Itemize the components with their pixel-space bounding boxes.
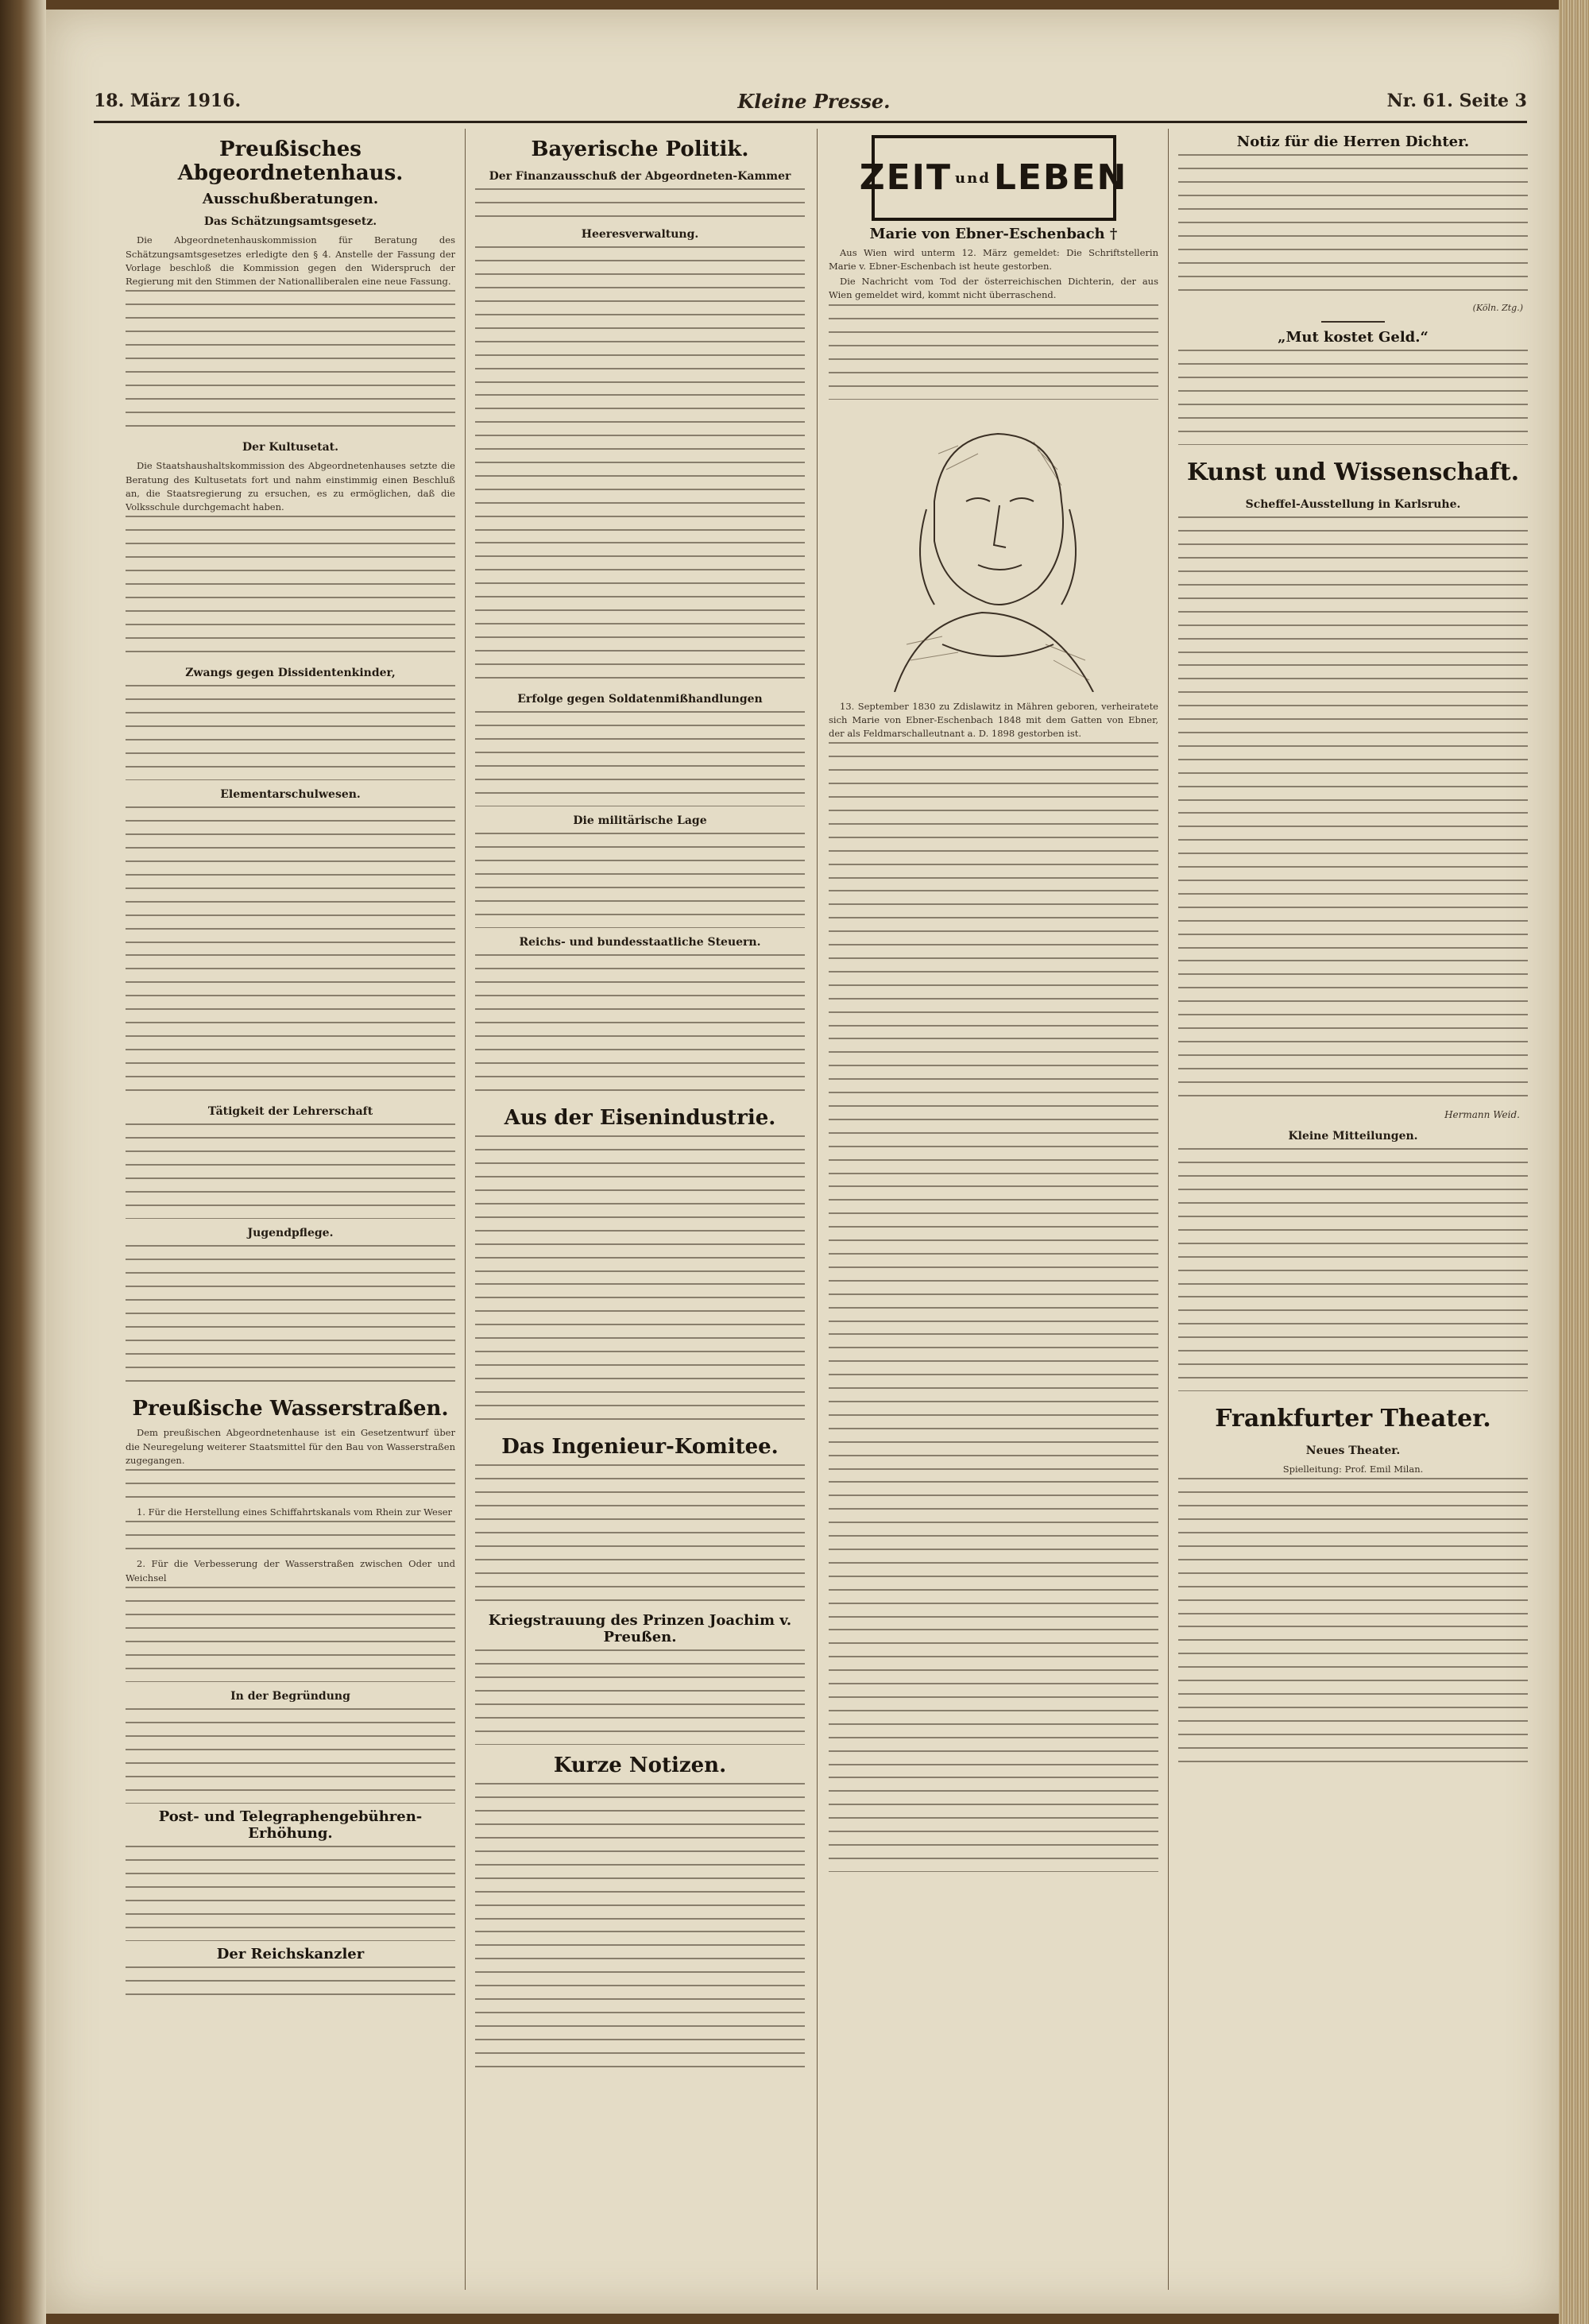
section-heading: Die militärische Lage <box>573 814 707 827</box>
section-heading: Tätigkeit der Lehrerschaft <box>207 1105 373 1119</box>
section-heading: Der Kultusetat. <box>242 441 338 454</box>
text-block <box>829 1333 1158 1476</box>
section-heading: Kleine Mitteilungen. <box>1288 1129 1418 1143</box>
text-block <box>475 246 805 389</box>
article-title: Bayerische Politik. <box>531 137 749 161</box>
article-title: Kurze Notizen. <box>553 1753 727 1777</box>
section-heading: Heeresverwaltung. <box>581 227 699 241</box>
text-block <box>475 1931 805 2074</box>
article-paragraph: Aus Wien wird unterm 12. März gemeldet: Die Schriftstellerin Marie v. Ebner-Eschenbach ist heute gestorben. <box>829 246 1158 272</box>
text-block <box>475 542 805 685</box>
article-subtitle: Scheffel-Ausstellung in Karlsruhe. <box>1245 497 1461 511</box>
text-block <box>1178 516 1528 659</box>
column-3 <box>829 129 1158 2290</box>
section-title: Kunst und Wissenschaft. <box>1186 458 1520 486</box>
page-edges <box>1559 0 1589 2324</box>
column-2 <box>475 129 805 2290</box>
text-block <box>829 1777 1158 1872</box>
book-binding <box>0 0 46 2324</box>
article-title: Preußisches Abgeordnetenhaus. <box>177 137 404 185</box>
article-title: Kriegstrauung des Prinzen Joachim v. Preußen. <box>488 1611 792 1646</box>
text-block <box>829 1629 1158 1772</box>
article-title: Notiz für die Herren Dichter. <box>1236 133 1470 150</box>
text-block <box>126 806 455 949</box>
section-heading: Reichs- und bundesstaatliche Steuern. <box>519 935 761 949</box>
text-block <box>829 1481 1158 1624</box>
column-1 <box>126 129 455 2290</box>
article-subtitle: Ausschußberatungen. <box>202 190 379 207</box>
text-block <box>475 833 805 928</box>
text-block <box>829 1185 1158 1328</box>
column-divider <box>1168 129 1169 2290</box>
text-block <box>1178 350 1528 445</box>
column-divider <box>465 129 466 2290</box>
text-block <box>1178 1478 1528 1621</box>
source-credit: (Köln. Ztg.) <box>1472 302 1523 313</box>
section-heading: In der Begründung <box>230 1689 350 1703</box>
author-signature: Hermann Weid. <box>1444 1108 1520 1120</box>
page-header <box>94 85 1527 117</box>
text-block <box>126 516 455 659</box>
text-block <box>475 1783 805 1926</box>
text-block <box>126 1587 455 1682</box>
credit-line: Spielleitung: Prof. Emil Milan. <box>1282 1463 1424 1475</box>
section-heading: Elementarschulwesen. <box>220 788 361 802</box>
column-4 <box>1178 129 1528 2290</box>
article-subtitle: Neues Theater. <box>1305 1444 1401 1457</box>
article-title: Post- und Telegraphengebühren-Erhöhung. <box>158 1808 423 1843</box>
article-paragraph: 13. September 1830 zu Zdislawitz in Mähren geboren, verheiratete sich Marie von Ebner-Eschenbach 1848 mit dem Gatten von Ebner, der als Feldmarschalleutnant a. D. 1898 gestorben ist. <box>829 700 1158 740</box>
text-block <box>1178 664 1528 807</box>
text-block <box>829 304 1158 400</box>
section-heading: Zwangs gegen Dissidentenkinder, <box>185 667 396 680</box>
text-block <box>475 1649 805 1745</box>
text-block <box>1178 154 1528 297</box>
text-block <box>1178 812 1528 955</box>
article-title: „Mut kostet Geld.“ <box>1278 329 1429 346</box>
article-paragraph: Die Abgeordnetenhauskommission für Beratung des Schätzungsamtsgesetzes erledigte den § 4. Anstelle der Fassung der Vorlage beschloß die Kommission gegen den Widerspruch der Regierung mit den Stimmen der Nationalliberalen eine neue Fassung. <box>126 234 455 288</box>
article-title: Aus der Eisenindustrie. <box>504 1105 776 1130</box>
section-heading: Jugendpflege. <box>247 1227 334 1240</box>
article-title: Das Ingenieur-Komitee. <box>501 1434 779 1459</box>
article-title: Der Reichskanzler <box>216 1945 365 1962</box>
header-rule <box>94 121 1527 123</box>
text-block <box>126 290 455 433</box>
text-block <box>1178 960 1528 1103</box>
masthead: Kleine Presse. <box>737 89 891 113</box>
text-block <box>475 394 805 537</box>
article-paragraph: Die Staatshaushaltskommission des Abgeordnetenhauses setzte die Beratung des Kultusetats fort und nahm einstimmig einen Beschluß an, die Staatsregierung zu ersuchen, es zu ermöglichen, daß die Volksschule durchgemacht haben. <box>126 460 455 513</box>
text-block <box>126 1708 455 1804</box>
text-block <box>126 954 455 1097</box>
text-block <box>829 890 1158 1033</box>
divider <box>1321 321 1385 323</box>
text-block <box>126 1469 455 1501</box>
section-heading: Erfolge gegen Soldatenmißhandlungen <box>517 692 763 706</box>
text-block <box>475 1283 805 1426</box>
text-block <box>475 1135 805 1278</box>
text-block <box>475 711 805 806</box>
text-block <box>1178 1148 1528 1291</box>
issue-date: 18. März 1916. <box>94 91 242 111</box>
text-block <box>475 954 805 1097</box>
text-block <box>126 1123 455 1219</box>
article-title: Preußische Wasserstraßen. <box>132 1397 449 1421</box>
section-heading: Das Schätzungsamtsgesetz. <box>203 215 377 229</box>
article-paragraph: Dem preußischen Abgeordnetenhause ist ein Gesetzentwurf über die Neuregelung weiterer Staatsmittel für den Bau von Wasserstraßen zugegangen. <box>126 1427 455 1466</box>
text-block <box>126 1245 455 1388</box>
section-title: Frankfurter Theater. <box>1215 1404 1491 1433</box>
newspaper-page <box>46 10 1559 2314</box>
column-divider <box>817 129 818 2290</box>
article-subtitle: Der Finanzausschuß der Abgeordneten-Kammer <box>489 169 791 183</box>
list-item: 1. Für die Herstellung eines Schiffahrtskanals vom Rhein zur Weser <box>137 1506 453 1518</box>
text-block <box>475 188 805 220</box>
text-block <box>126 1521 455 1553</box>
portrait-engraving <box>847 406 1141 692</box>
text-block <box>829 1038 1158 1181</box>
text-block <box>126 1846 455 1941</box>
zeit-und-leben-logo: ZEIT und LEBEN <box>872 135 1116 221</box>
issue-number: Nr. 61. Seite 3 <box>1386 91 1527 111</box>
text-block <box>1178 1626 1528 1769</box>
text-block <box>829 742 1158 885</box>
text-block <box>126 1966 455 1998</box>
article-title: Marie von Ebner-Eschenbach † <box>869 226 1118 242</box>
article-paragraph: Die Nachricht vom Tod der österreichischen Dichterin, der aus Wien gemeldet wird, kommt nicht überraschend. <box>829 276 1158 301</box>
text-block <box>126 685 455 780</box>
text-block <box>475 1464 805 1607</box>
list-item: 2. Für die Verbesserung der Wasserstraßen zwischen Oder und Weichsel <box>126 1558 455 1583</box>
text-block <box>1178 1296 1528 1391</box>
